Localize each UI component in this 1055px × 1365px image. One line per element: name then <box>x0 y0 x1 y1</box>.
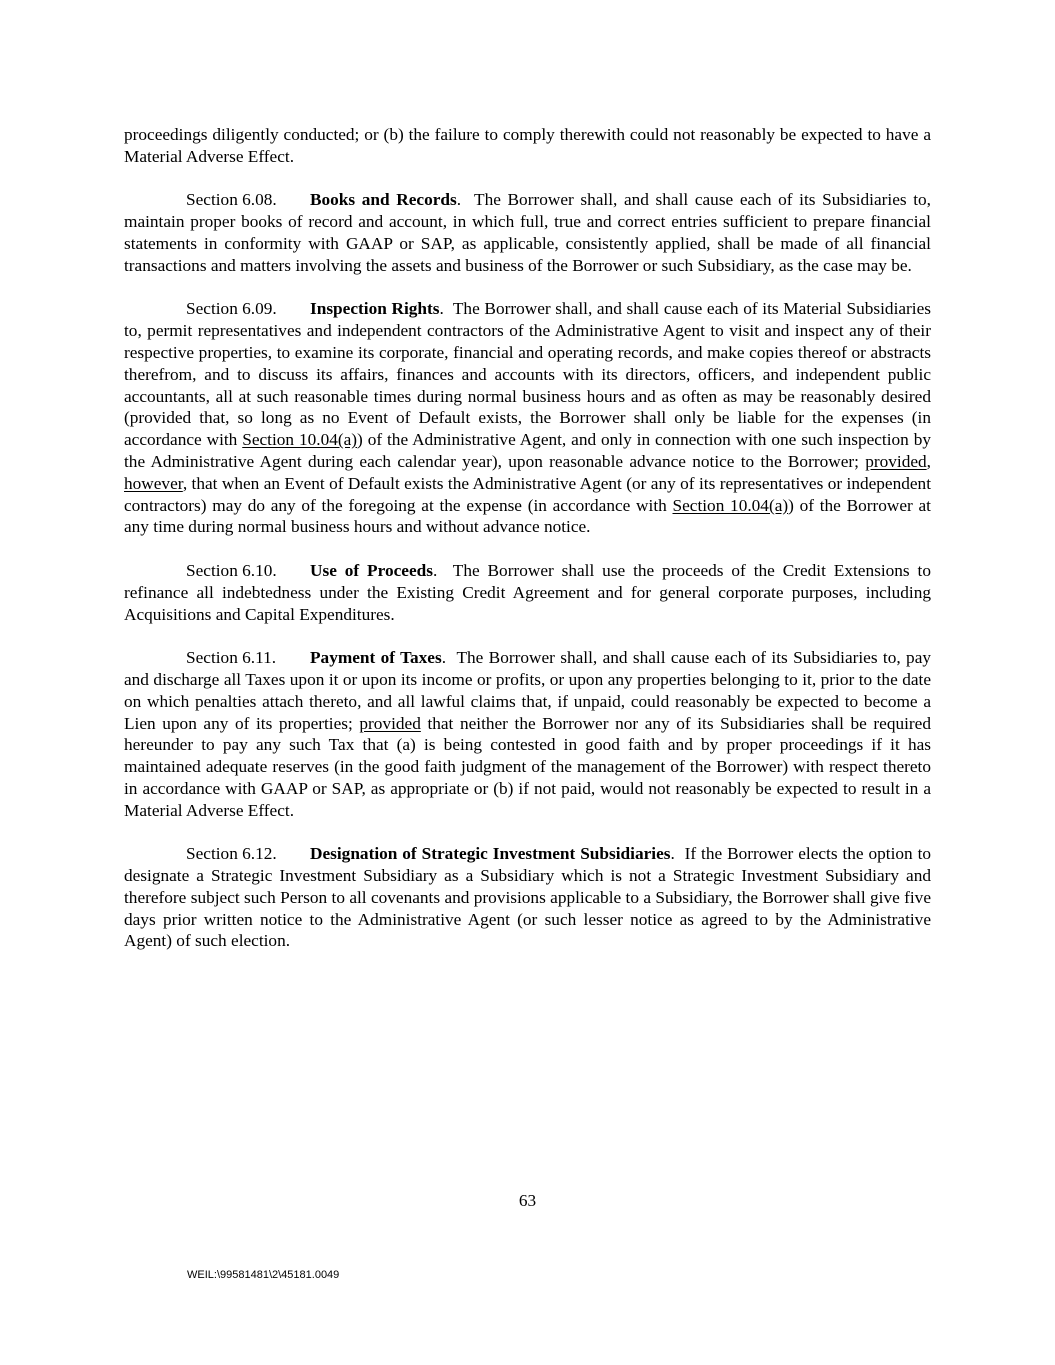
section-6-08: Section 6.08. Books and Records. The Borrower shall, and shall cause each of its Subsidiaries to, maintain proper books of record and account, in which full, true and correct entries sufficient to prepare financial statements in conformity with GAAP or SAP, as applicable, consistently applied, shall be made of all financial transactions and matters involving the assets and business of the Borrower or such Subsidiary, as the case may be. <box>124 190 931 275</box>
section-body: The Borrower shall, and shall cause each of its Subsidiaries to, pay and discharge all Taxes upon it or upon its income or profits, or upon any properties belonging to it, prior to the date on which penalties attach thereto, and all lawful claims that, if unpaid, could reasonably be expected to become a Lien upon any of its properties; <box>124 648 932 733</box>
section-number: Section 6.12. <box>186 844 277 864</box>
continuation-paragraph: proceedings diligently conducted; or (b) the failure to comply therewith could not reasonably be expected to have a Material Adverse Effect. <box>124 125 931 166</box>
section-body: The Borrower shall use the proceeds of the Credit Extensions to refinance all indebtedness under the Existing Credit Agreement and for general corporate purposes, including Acquisitions and Capital Expenditures. <box>124 560 931 624</box>
cross-reference-link: Section 10.04(a) <box>672 495 789 515</box>
page-number: 63 <box>518 1191 537 1210</box>
section-body: ) of the Administrative Agent, and only in connection with one such inspection by the Administrative Agent during each calendar year), upon reasonable advance notice to the Borrower; <box>124 430 932 471</box>
section-number: Section 6.09. <box>186 299 277 319</box>
section-heading: Inspection Rights <box>310 299 440 319</box>
cross-reference-link: Section 10.04(a) <box>242 430 358 450</box>
defined-term-however: however <box>124 473 183 493</box>
section-6-10: Section 6.10. Use of Proceeds. The Borrower shall use the proceeds of the Credit Extensions to refinance all indebtedness under the Existing Credit Agreement and for general corporate purposes, including Acquisitions and Capital Expenditures. <box>124 560 931 624</box>
section-number: Section 6.11. <box>186 648 277 668</box>
section-body: ) of the Borrower at any time during normal business hours and without advance notice. <box>124 495 931 537</box>
section-body: , that when an Event of Default exists the Administrative Agent (or any of its representatives or independent contractors) may do any of the foregoing at the expense (in accordance with <box>124 473 931 515</box>
section-heading: Books and Records <box>310 190 457 210</box>
section-heading: Designation of Strategic Investment Subsidiaries <box>310 844 671 864</box>
section-heading: Payment of Taxes <box>310 648 442 668</box>
body-text <box>124 124 931 974</box>
section-body: The Borrower shall, and shall cause each of its Subsidiaries to, maintain proper books of record and account, in which full, true and correct entries sufficient to prepare financial statements in conformity with GAAP or SAP, as applicable, consistently applied, shall be made of all financial transactions and matters involving the assets and business of the Borrower or such Subsidiary, as the case may be. <box>124 190 931 275</box>
section-number: Section 6.08. <box>186 190 277 210</box>
document-id: WEIL:\99581481\2\45181.0049 <box>187 1269 340 1281</box>
section-number: Section 6.10. <box>186 560 277 580</box>
defined-term-provided: provided <box>865 451 927 471</box>
section-6-12: Section 6.12. Designation of Strategic Investment Subsidiaries. If the Borrower elects the option to designate a Strategic Investment Subsidiary as a Subsidiary which is not a Strategic Investment Subsidiary and therefore subject such Person to all covenants and provisions applicable to a Subsidiary, the Borrower shall give five days prior written notice to the Administrative Agent (or such lesser notice as agreed to by the Administrative Agent) of such election. <box>124 844 932 951</box>
section-heading: Use of Proceeds <box>310 560 433 580</box>
section-body: that neither the Borrower nor any of its Subsidiaries shall be required hereunder to pay any such Tax that (a) is being contested in good faith and by proper proceedings if it has maintained adequate reserves (in the good faith judgment of the management of the Borrower) with respect thereto in accordance with GAAP or SAP, as appropriate or (b) if not paid, would not reasonably be expected to result in a Material Adverse Effect. <box>124 713 931 820</box>
section-6-09: Section 6.09. Inspection Rights. The Borrower shall, and shall cause each of its Material Subsidiaries to, permit representatives and independent contractors of the Administrative Agent to visit and inspect any of their respective properties, to examine its corporate, financial and operating records, and make copies thereof or abstracts therefrom, and to discuss its affairs, finances and accounts with its directors, officers, and independent public accountants, all at such reasonable times during normal business hours and as often as may be reasonably desired (provided that, so long as no Event of Default exists, the Borrower shall only be liable for the expenses (in accordance with Section 10.04(a)) of the Administrative Agent, and only in connection with one such inspection by the Administrative Agent during each calendar year), upon reasonable advance notice to the Borrower; provided, however, that when an Event of Default exists the Administrative Agent (or any of its representatives or independent contractors) may do any of the foregoing at the expense (in accordance with Section 10.04(a)) of the Borrower at any time during normal business hours and without advance notice. <box>124 299 932 537</box>
section-body: , <box>926 451 931 471</box>
section-body: The Borrower shall, and shall cause each of its Material Subsidiaries to, permit representatives and independent contractors of the Administrative Agent to visit and inspect any of their respective properties, to examine its corporate, financial and operating records, and make copies thereof or abstracts therefrom, and to discuss its affairs, finances and accounts with its directors, officers, and independent public accountants, all at such reasonable times during normal business hours and as often as may be reasonably desired (provided that, so long as no Event of Default exists, the Borrower shall only be liable for the expenses (in accordance with <box>124 299 931 450</box>
defined-term-provided: provided <box>359 713 421 733</box>
section-6-11: Section 6.11. Payment of Taxes. The Borrower shall, and shall cause each of its Subsidiaries to, pay and discharge all Taxes upon it or upon its income or profits, or upon any properties belonging to it, prior to the date on which penalties attach thereto, and all lawful claims that, if unpaid, could reasonably be expected to become a Lien upon any of its properties; provided that neither the Borrower nor any of its Subsidiaries shall be required hereunder to pay any such Tax that (a) is being contested in good faith and by proper proceedings if it has maintained adequate reserves (in the good faith judgment of the management of the Borrower) with respect thereto in accordance with GAAP or SAP, as appropriate or (b) if not paid, would not reasonably be expected to result in a Material Adverse Effect. <box>124 648 932 820</box>
section-body: If the Borrower elects the option to designate a Strategic Investment Subsidiary as a Subsidiary which is not a Strategic Investment Subsidiary and therefore subject such Person to all covenants and provisions applicable to a Subsidiary, the Borrower shall give five days prior written notice to the Administrative Agent (or such lesser notice as agreed to by the Administrative Agent) of such election. <box>124 844 932 951</box>
